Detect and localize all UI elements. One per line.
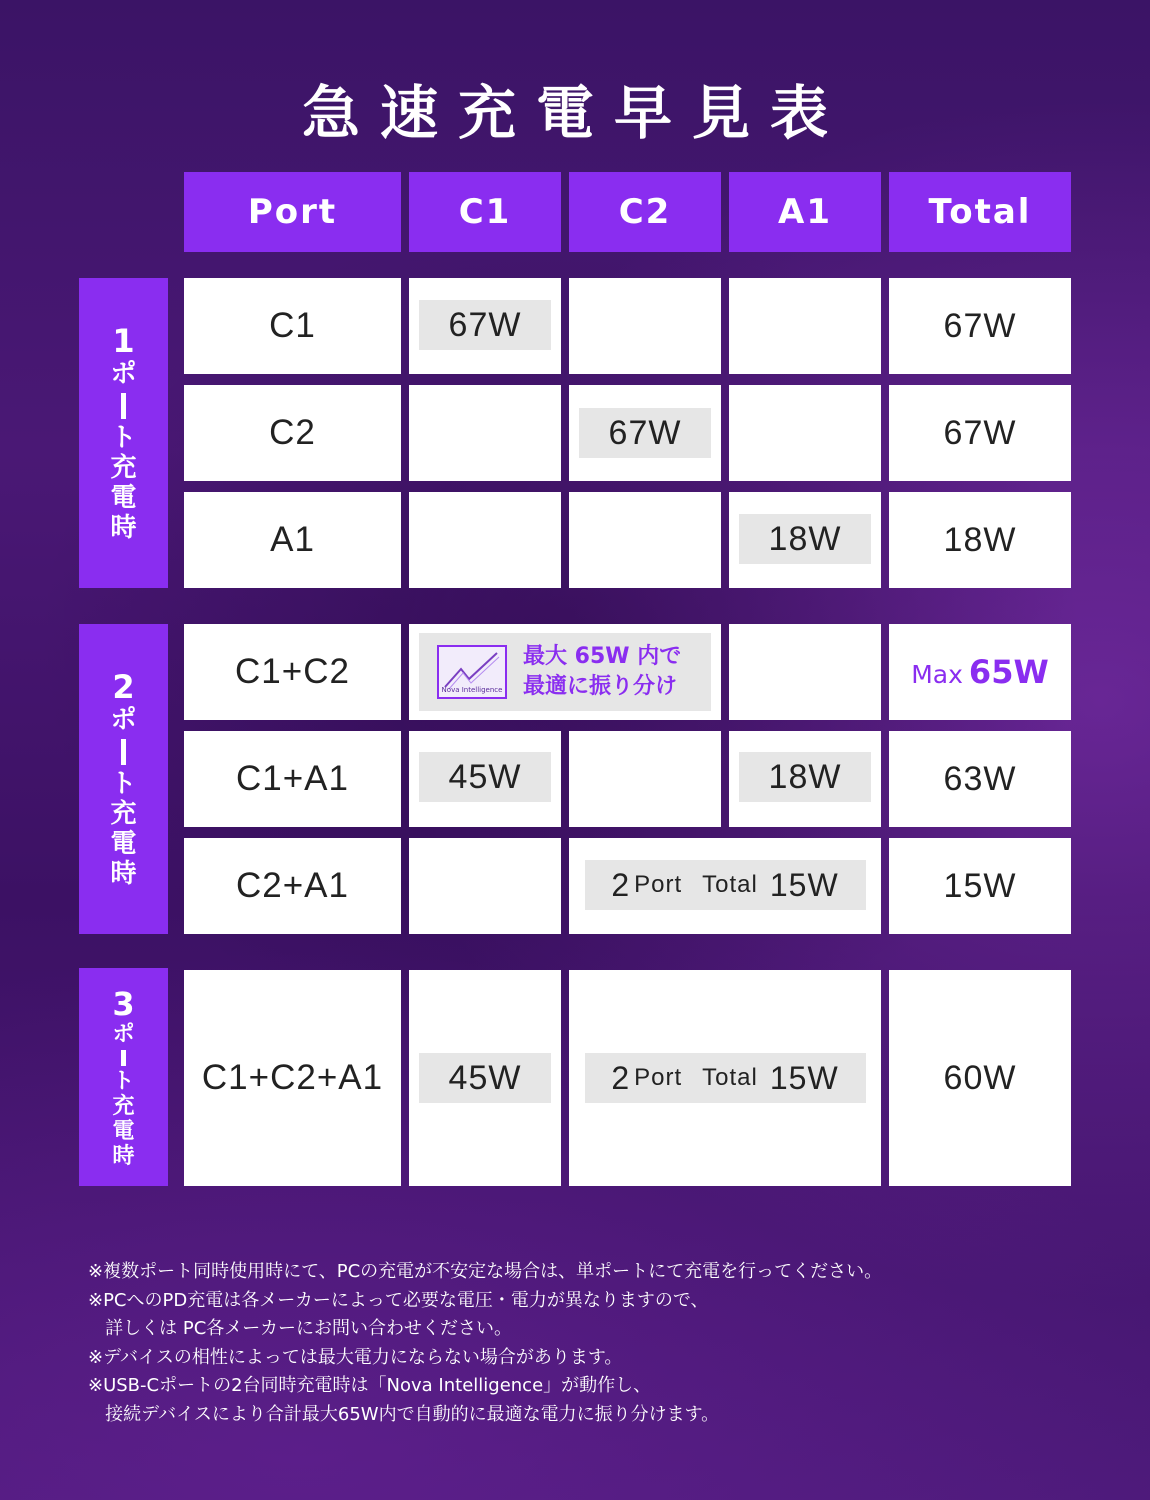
cell-c2-c1: [409, 385, 561, 481]
shared-port-count: 2: [611, 866, 631, 903]
cell-c2-a1: [729, 385, 881, 481]
cell-c1c2-shared: [409, 624, 721, 720]
side-label-char: ポ: [110, 359, 137, 389]
cell-c2a1-total: 15W: [889, 838, 1071, 934]
side-label-char: 時: [110, 859, 137, 889]
footnote: 詳しくは PC各メーカーにお問い合わせください。: [88, 1318, 512, 1339]
value-pill: 67W: [579, 408, 711, 458]
cell-c1-c1: [409, 278, 561, 374]
cell-c1a1-a1: [729, 731, 881, 827]
max-prefix: Max: [911, 660, 963, 689]
side-label-char: ポ: [112, 1021, 135, 1047]
side-label-char: 電: [112, 1118, 135, 1144]
cell-a1-total: 18W: [889, 492, 1071, 588]
footnotes: [88, 1258, 882, 1429]
row-label-c1-c2-a1: C1+C2+A1: [184, 970, 401, 1186]
cell-c1a1-c1: [409, 731, 561, 827]
shared-total-value: 15W: [769, 866, 839, 903]
cell-all-shared: [569, 970, 881, 1186]
cell-c2-c2: [569, 385, 721, 481]
nova-intelligence-logo: [437, 645, 507, 699]
cell-all-c1: [409, 970, 561, 1186]
footnote: ※複数ポート同時使用時にて、PCの充電が不安定な場合は、単ポートにて充電を行ってください。: [88, 1261, 883, 1282]
side-label-char: 充: [112, 1093, 135, 1119]
cell-c1a1-c2: [569, 731, 721, 827]
header-c1: C1: [409, 172, 561, 252]
cell-c2a1-shared: [569, 838, 881, 934]
shared-total-pill: [585, 1053, 866, 1103]
footnote: ※USB-Cポートの2台同時充電時は「Nova Intelligence」が動作し、: [88, 1375, 652, 1396]
max-value: 65W: [968, 653, 1049, 691]
long-vowel-mark: [121, 393, 126, 419]
side-label-char: ポ: [110, 705, 137, 735]
nova-description: [523, 642, 681, 702]
cell-a1-c1: [409, 492, 561, 588]
shared-port-label: Port: [634, 1064, 683, 1091]
footnote: 接続デバイスにより合計最大65W内で自動的に最適な電力に振り分けます。: [88, 1403, 720, 1425]
row-label-c1: C1: [184, 278, 401, 374]
value-pill: 67W: [419, 300, 551, 350]
long-vowel-mark: [121, 739, 126, 765]
side-label-number: 2: [112, 668, 135, 706]
side-label-char: ト: [112, 1068, 135, 1094]
cell-c1-total: 67W: [889, 278, 1071, 374]
header-c2: C2: [569, 172, 721, 252]
cell-c2-total: 67W: [889, 385, 1071, 481]
cell-all-total: 60W: [889, 970, 1071, 1186]
cell-c1-a1: [729, 278, 881, 374]
row-label-c2-a1: C2+A1: [184, 838, 401, 934]
side-label-char: 充: [110, 799, 137, 829]
side-label-char: 時: [112, 1143, 135, 1169]
footnote: ※デバイスの相性によっては最大電力にならない場合があります。: [88, 1346, 623, 1368]
long-vowel-mark: [121, 1050, 126, 1066]
side-label-number: 3: [112, 984, 135, 1023]
value-pill: 45W: [419, 752, 551, 802]
row-label-a1: A1: [184, 492, 401, 588]
side-label-number: 1: [112, 322, 135, 360]
shared-port-count: 2: [611, 1059, 631, 1096]
side-label-char: 電: [110, 829, 137, 859]
cell-c2a1-c1: [409, 838, 561, 934]
value-pill: 18W: [739, 752, 871, 802]
row-label-c1-c2: C1+C2: [184, 624, 401, 720]
header-total: Total: [889, 172, 1071, 252]
side-label-char: ト: [110, 769, 137, 799]
cell-a1-c2: [569, 492, 721, 588]
row-label-c1-a1: C1+A1: [184, 731, 401, 827]
side-label-char: ト: [110, 423, 137, 453]
row-label-c2: C2: [184, 385, 401, 481]
side-label-3port: [79, 968, 168, 1186]
cell-c1c2-total: [889, 624, 1071, 720]
cell-c1c2-a1: [729, 624, 881, 720]
nova-line-1: 最大 65W 内で: [523, 644, 682, 669]
nova-intelligence-panel: [419, 633, 711, 711]
footnote: ※PCへのPD充電は各メーカーによって必要な電圧・電力が異なりますので、: [88, 1289, 709, 1311]
cell-c1-c2: [569, 278, 721, 374]
page-title: 急速充電早見表: [301, 79, 848, 147]
shared-total-label: Total: [702, 871, 758, 898]
side-label-2port: [79, 624, 168, 934]
cell-a1-a1: [729, 492, 881, 588]
cell-c1a1-total: 63W: [889, 731, 1071, 827]
side-label-char: 時: [110, 513, 137, 543]
shared-port-label: Port: [634, 871, 683, 898]
value-pill: 45W: [419, 1053, 551, 1103]
nova-line-2: 最適に振り分け: [523, 674, 678, 699]
shared-total-label: Total: [702, 1064, 758, 1091]
value-pill: 18W: [739, 514, 871, 564]
side-label-char: 充: [110, 453, 137, 483]
side-label-char: 電: [110, 483, 137, 513]
shared-total-pill: [585, 860, 866, 910]
header-a1: A1: [729, 172, 881, 252]
header-port: Port: [184, 172, 401, 252]
shared-total-value: 15W: [769, 1059, 839, 1096]
side-label-1port: [79, 278, 168, 588]
max-total: [911, 653, 1049, 691]
nova-logo-text: Nova Intelligence: [441, 686, 503, 694]
